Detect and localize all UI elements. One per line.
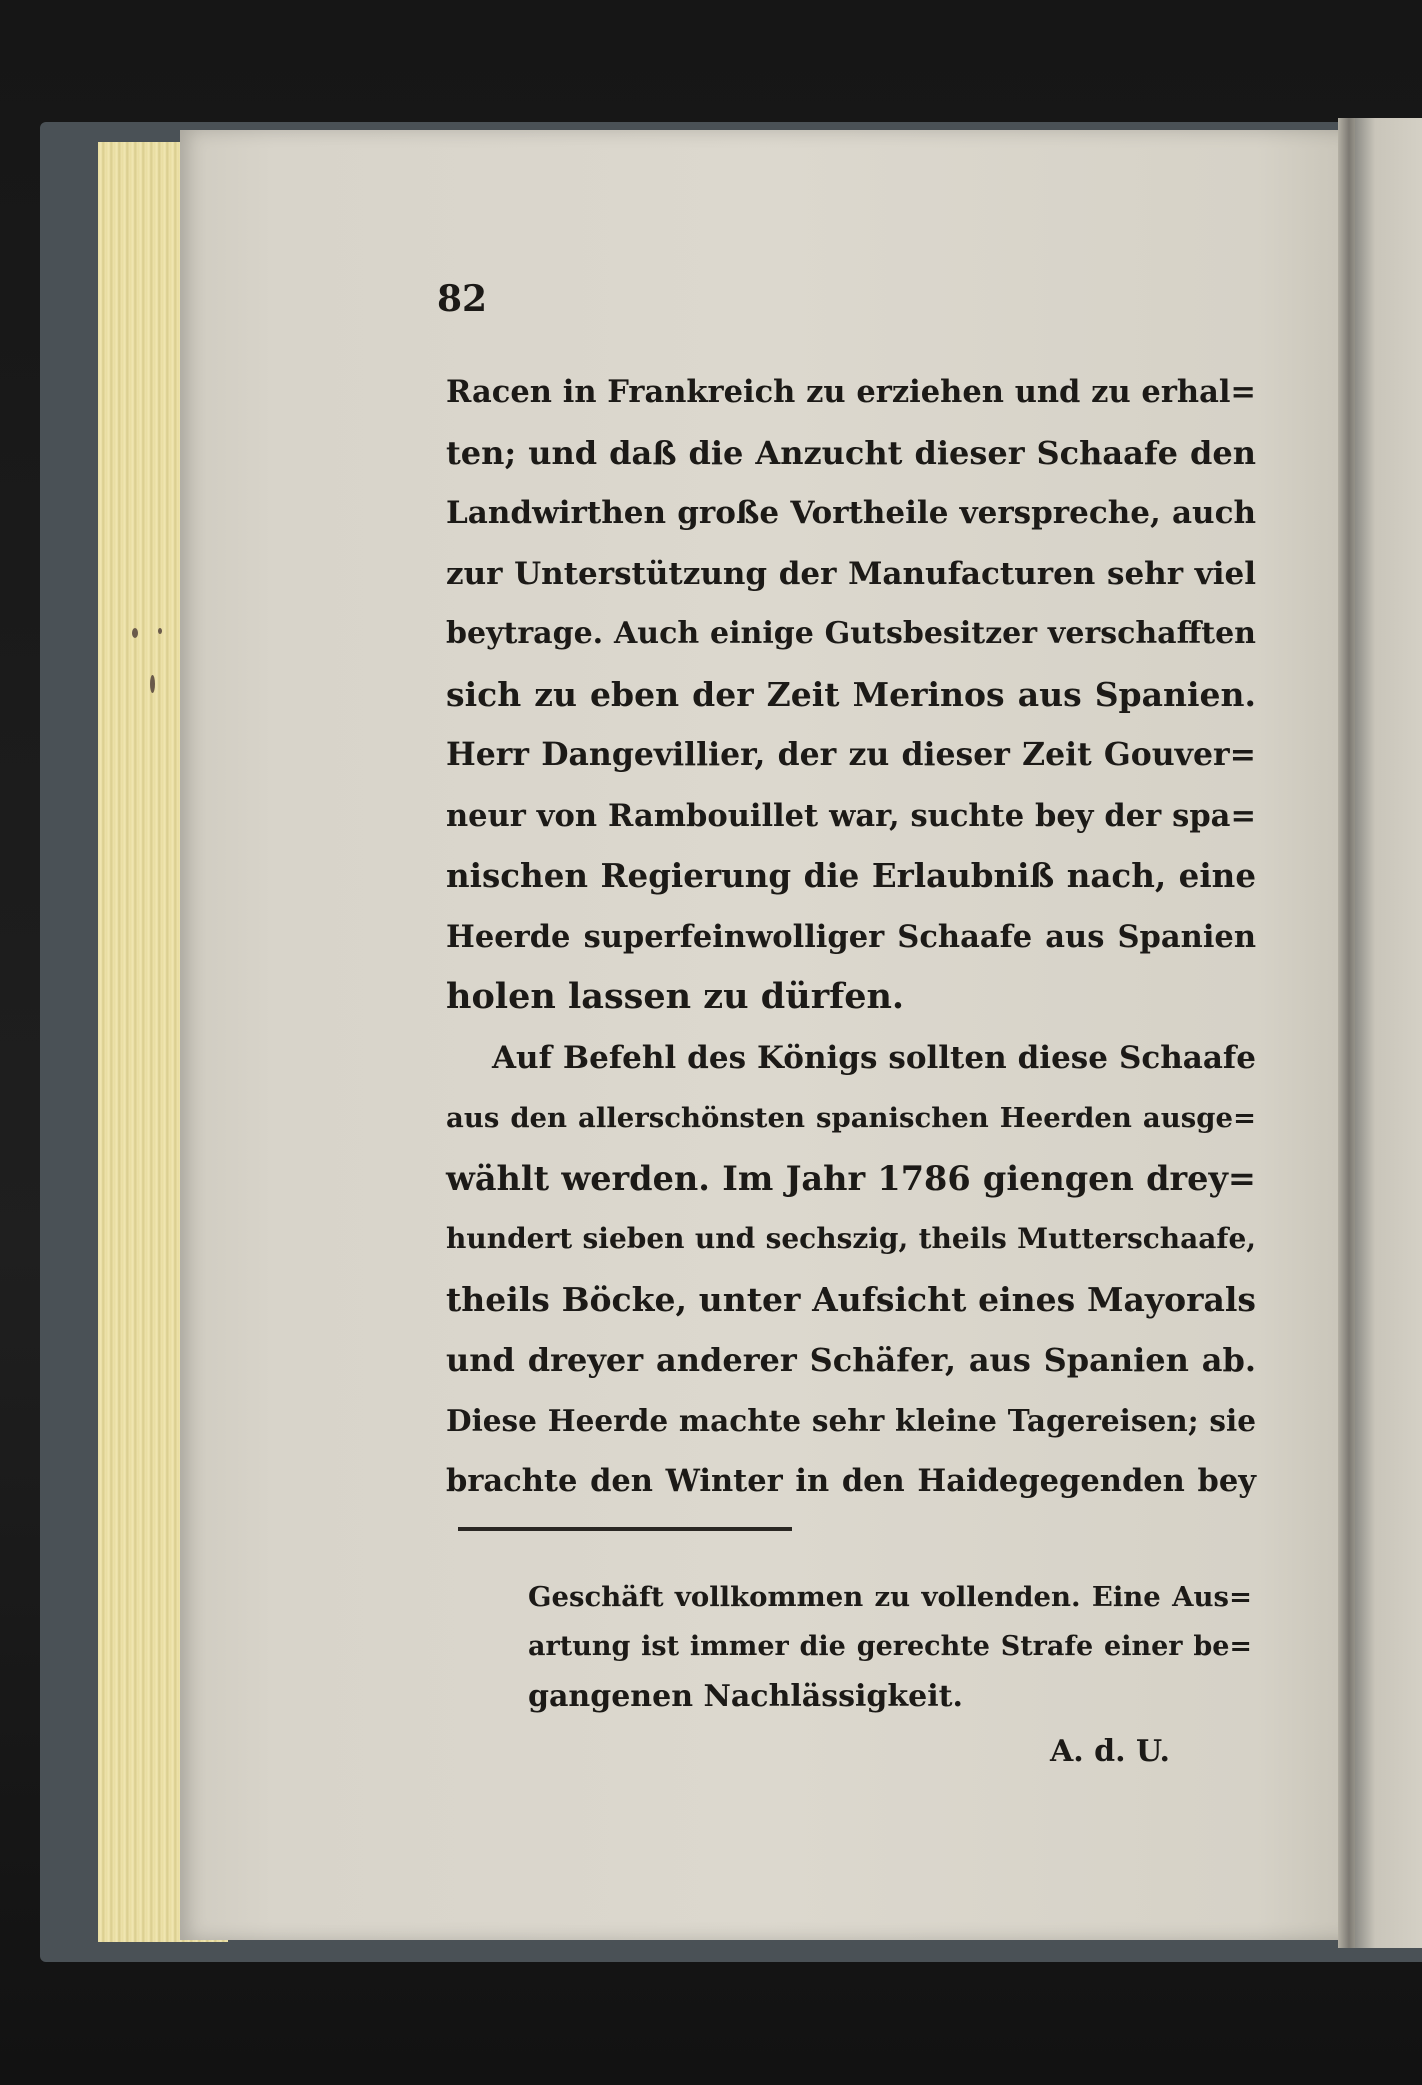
text-line: Auf Befehl des Königs sollten diese Schaafe [492, 1039, 1256, 1076]
paper-speck [132, 628, 138, 638]
text-line: Diese Heerde machte sehr kleine Tagereisen; sie [446, 1402, 1256, 1438]
text-line: theils Böcke, unter Aufsicht eines Mayorals [446, 1279, 1256, 1319]
footnote-rule [458, 1527, 792, 1531]
paper-speck [158, 628, 162, 634]
footnote-line: Geschäft vollkommen zu vollenden. Eine Aus= [528, 1581, 1252, 1613]
text-line: ten; und daß die Anzucht dieser Schaafe den [446, 433, 1256, 472]
text-line: zur Unterstützung der Manufacturen sehr viel [446, 555, 1256, 592]
text-line: sich zu eben der Zeit Merinos aus Spanien. [446, 674, 1256, 714]
footnote-signature: A. d. U. [1050, 1734, 1170, 1769]
text-line: Racen in Frankreich zu erziehen und zu erhal= [446, 374, 1256, 410]
footnote-line: artung ist immer die gerechte Strafe einer be= [528, 1631, 1252, 1662]
text-line: beytrage. Auch einige Gutsbesitzer verschafften [446, 616, 1256, 651]
facing-page-edge [1355, 118, 1422, 1948]
page-number: 82 [437, 278, 488, 320]
text-line: neur von Rambouillet war, suchte bey der spa= [446, 797, 1256, 834]
paper-speck [150, 675, 155, 693]
text-line: hundert sieben und sechszig, theils Mutterschaafe, [446, 1222, 1256, 1255]
text-line: brachte den Winter in den Haidegegenden bey [446, 1463, 1256, 1499]
text-line: und dreyer anderer Schäfer, aus Spanien ab. [446, 1341, 1256, 1379]
text-line: Landwirthen große Vortheile verspreche, auch [446, 495, 1256, 531]
text-line: wählt werden. Im Jahr 1786 giengen drey= [446, 1158, 1256, 1198]
body-text [446, 362, 1256, 1512]
footnote-line: gangenen Nachlässigkeit. [528, 1679, 963, 1714]
footnote [528, 1572, 1252, 1722]
text-line: holen lassen zu dürfen. [446, 976, 905, 1017]
text-line: Herr Dangevillier, der zu dieser Zeit Gouver= [446, 736, 1256, 773]
text-line: aus den allerschönsten spanischen Heerden ausge= [446, 1102, 1256, 1134]
text-line: Heerde superfeinwolliger Schaafe aus Spanien [446, 918, 1256, 955]
text-line: nischen Regierung die Erlaubniß nach, eine [446, 856, 1256, 895]
